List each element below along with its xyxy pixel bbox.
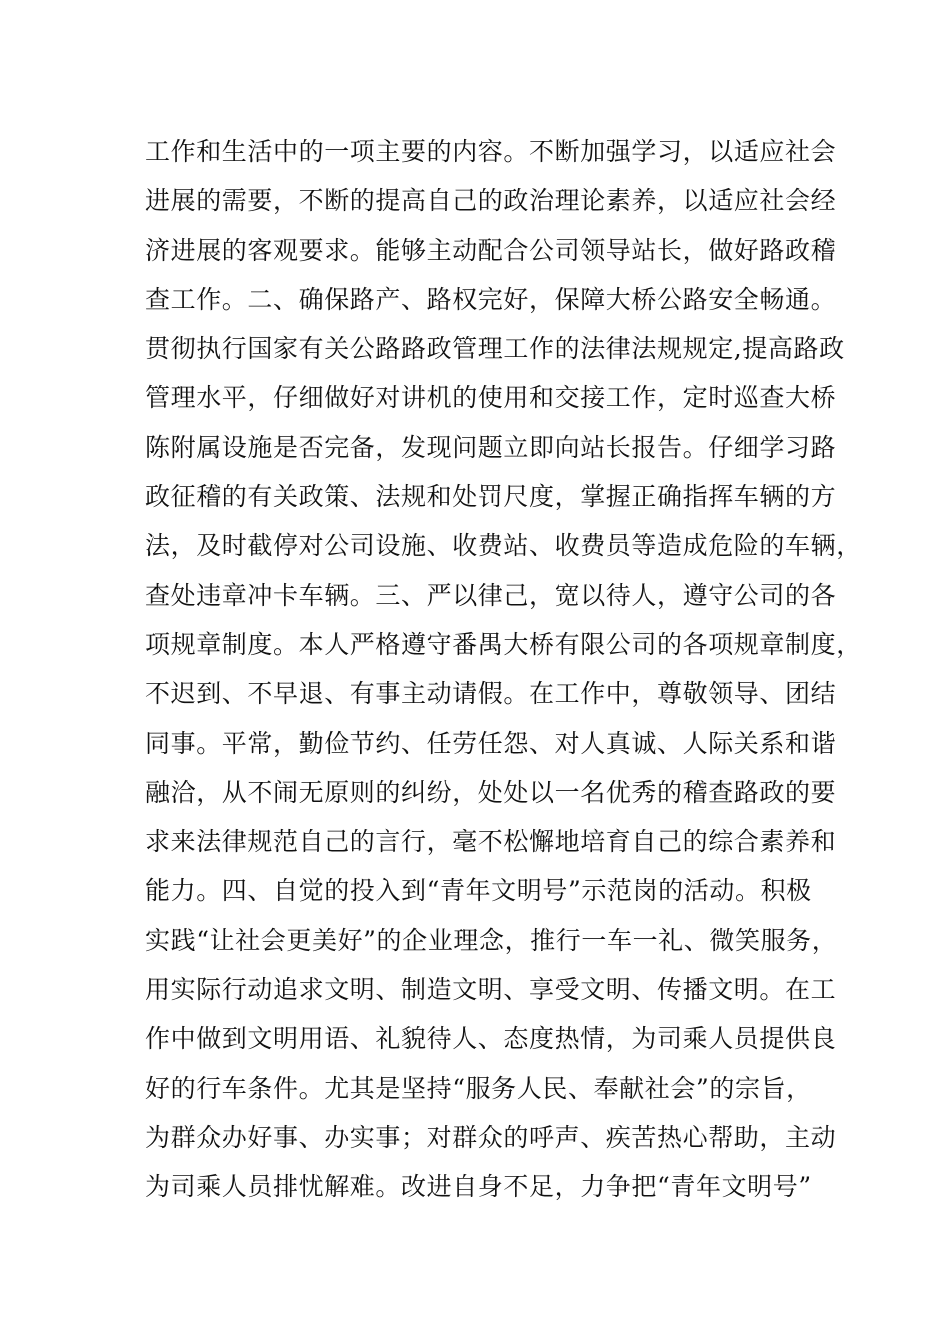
text-line: 能力。四、自觉的投入到“青年文明号”示范岗的活动。积极 [145,876,812,906]
text-line: 用实际行动追求文明、制造文明、享受文明、传播文明。在工 [145,975,837,1005]
text-line: 融洽，从不闹无原则的纠纷，处处以一名优秀的稽查路政的要 [145,777,837,807]
text-line: 贯彻执行国家有关公路路政管理工作的法律法规规定,提高路政 [145,334,845,364]
text-line: 工作和生活中的一项主要的内容。不断加强学习，以适应社会 [145,137,837,166]
text-line: 陈附属设施是否完备，发现问题立即向站长报告。仔细学习路 [145,432,837,462]
text-line: 济进展的客观要求。能够主动配合公司领导站长，做好路政稽 [145,235,837,265]
text-line: 政征稽的有关政策、法规和处罚尺度，掌握正确指挥车辆的方 [145,482,837,512]
text-line: 进展的需要，不断的提高自己的政治理论素养，以适应社会经 [145,186,837,216]
text-line: 管理水平，仔细做好对讲机的使用和交接工作，定时巡查大桥 [145,383,837,413]
text-line: 作中做到文明用语、礼貌待人、态度热情，为司乘人员提供良 [145,1024,837,1054]
text-line: 好的行车条件。尤其是坚持“服务人民、奉献社会”的宗旨， [145,1073,812,1103]
text-line: 为群众办好事、办实事；对群众的呼声、疾苦热心帮助，主动 [145,1122,837,1152]
text-line: 实践“让社会更美好”的企业理念，推行一车一礼、微笑服务， [145,925,838,955]
text-line: 查工作。二、确保路产、路权完好，保障大桥公路安全畅通。 [145,284,837,314]
text-line: 同事。平常，勤俭节约、任劳任怨、对人真诚、人际关系和谐 [145,728,837,758]
body-paragraph [145,127,862,1212]
text-line: 法，及时截停对公司设施、收费站、收费员等造成危险的车辆， [145,531,862,561]
text-line: 不迟到、不早退、有事主动请假。在工作中，尊敬领导、团结 [145,679,837,709]
text-line: 项规章制度。本人严格遵守番禺大桥有限公司的各项规章制度， [145,629,862,659]
text-line: 求来法律规范自己的言行，毫不松懈地培育自己的综合素养和 [145,827,837,857]
text-line: 查处违章冲卡车辆。三、严以律己，宽以待人，遵守公司的各 [145,580,837,610]
text-line: 为司乘人员排忧解难。改进自身不足，力争把“青年文明号” [145,1172,812,1202]
